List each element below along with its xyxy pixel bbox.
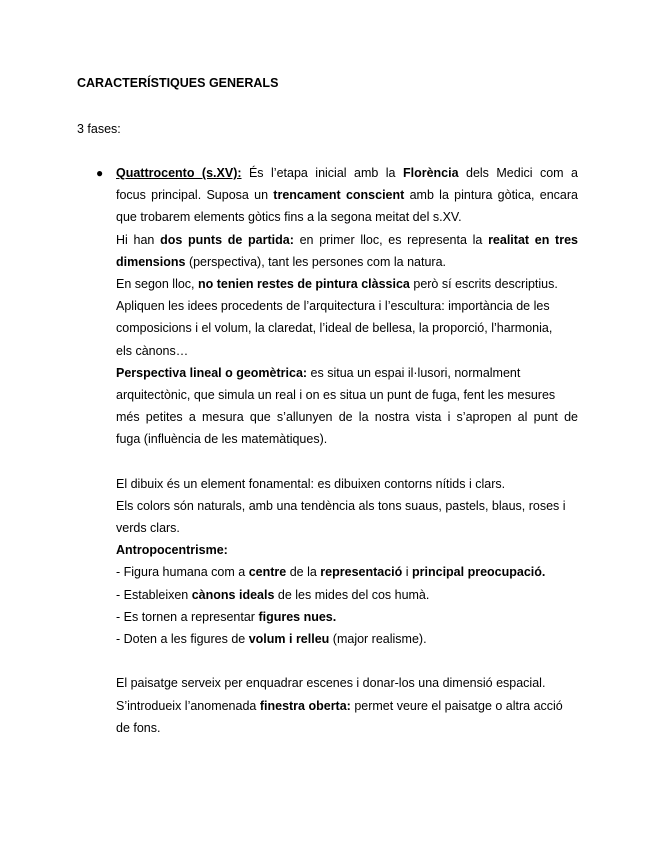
antropocentrisme-heading: Antropocentrisme:: [116, 543, 228, 558]
fases-label: 3 fases:: [77, 122, 121, 136]
bold-text: principal preocupació.: [412, 565, 546, 580]
text-span: permet veure el paisatge o altra acció: [350, 698, 563, 713]
bullet-icon: ●: [96, 166, 104, 180]
list-item: [116, 584, 578, 606]
text-span: focus principal. Suposa un: [116, 188, 274, 203]
list-item: [116, 628, 578, 650]
text-span: dels Medici com a: [458, 166, 578, 180]
paragraph-line: que trobarem elements gòtics fins a la segona meitat del s.XV.: [116, 210, 462, 225]
paragraph-gap: [116, 650, 578, 672]
bold-text: cànons ideals: [191, 587, 275, 602]
paragraph-line: els cànons…: [116, 343, 189, 358]
text-span: amb la pintura gòtica, encara: [404, 188, 578, 203]
paragraph-line: de fons.: [116, 720, 161, 735]
list-item: [116, 561, 578, 583]
bold-text: figures nues.: [258, 609, 337, 624]
bold-text: finestra oberta:: [259, 698, 351, 713]
text-span: - Es tornen a representar: [116, 609, 259, 624]
paragraph-line: Els colors són naturals, amb una tendència als tons suaus, pastels, blaus, roses i: [116, 498, 566, 513]
paragraph-line: El paisatge serveix per enquadrar escenes i donar-los una dimensió espacial.: [116, 676, 546, 691]
paragraph-line: verds clars.: [116, 521, 180, 535]
list-item: [116, 606, 578, 628]
paragraph-line: fuga (influència de les matemàtiques).: [116, 432, 328, 447]
text-span: (perspectiva), tant les persones com la natura.: [185, 254, 447, 269]
paragraph-line: El dibuix és un element fonamental: es dibuixen contorns nítids i clars.: [116, 476, 506, 491]
text-span: - Figura humana com a: [116, 565, 249, 580]
bold-text: realitat en tres: [488, 232, 578, 247]
paragraph-line: més petites a mesura que s’allunyen de la nostra vista i s’apropen al punt de: [116, 410, 578, 425]
text-span: En segon lloc,: [116, 276, 198, 291]
bold-text: representació: [320, 565, 403, 580]
bold-text: dos punts de partida:: [160, 232, 294, 247]
paragraph-line: [116, 251, 578, 273]
quattrocento-section: [116, 162, 578, 739]
text-span: i: [402, 565, 413, 580]
paragraph-line: [116, 229, 578, 251]
section-heading: CARACTERÍSTIQUES GENERALS: [77, 76, 279, 90]
quattrocento-title: Quattrocento (s.XV):: [116, 166, 242, 180]
text-span: És l’etapa inicial amb la: [241, 166, 403, 180]
text-span: S’introdueix l’anomenada: [116, 698, 260, 713]
text-span: de la: [286, 565, 321, 580]
bold-text: trencament conscient: [273, 188, 405, 203]
paragraph-line: composicions i el volum, la claredat, l’ideal de bellesa, la proporció, l’harmonia,: [116, 321, 553, 336]
paragraph-line: [116, 362, 578, 384]
text-span: - Estableixen: [116, 587, 192, 602]
paragraph-line: arquitectònic, que simula un real i on es situa un punt de fuga, fent les mesures: [116, 387, 556, 402]
paragraph-line: [116, 184, 578, 206]
bold-text: centre: [248, 565, 287, 580]
paragraph-line: [116, 162, 578, 184]
bold-text: no tenien restes de pintura clàssica: [198, 276, 410, 291]
paragraph-line: Apliquen les idees procedents de l’arquitectura i l’escultura: importància de les: [116, 299, 550, 314]
text-span: (major realisme).: [329, 631, 427, 646]
text-span: en primer lloc, es representa la: [293, 232, 489, 247]
bold-text: dimensions: [116, 254, 186, 269]
text-span: es situa un espai il·lusori, normalment: [307, 365, 521, 380]
text-span: Hi han: [116, 232, 161, 247]
paragraph-line: [116, 695, 578, 717]
paragraph-line: [116, 273, 578, 295]
text-span: però sí escrits descriptius.: [409, 276, 558, 291]
bold-text: Florència: [402, 166, 459, 180]
text-span: - Doten a les figures de: [116, 631, 249, 646]
bold-text: Perspectiva lineal o geomètrica:: [116, 365, 308, 380]
bold-text: volum i relleu: [248, 631, 330, 646]
paragraph-gap: [116, 450, 578, 472]
text-span: de les mides del cos humà.: [274, 587, 430, 602]
